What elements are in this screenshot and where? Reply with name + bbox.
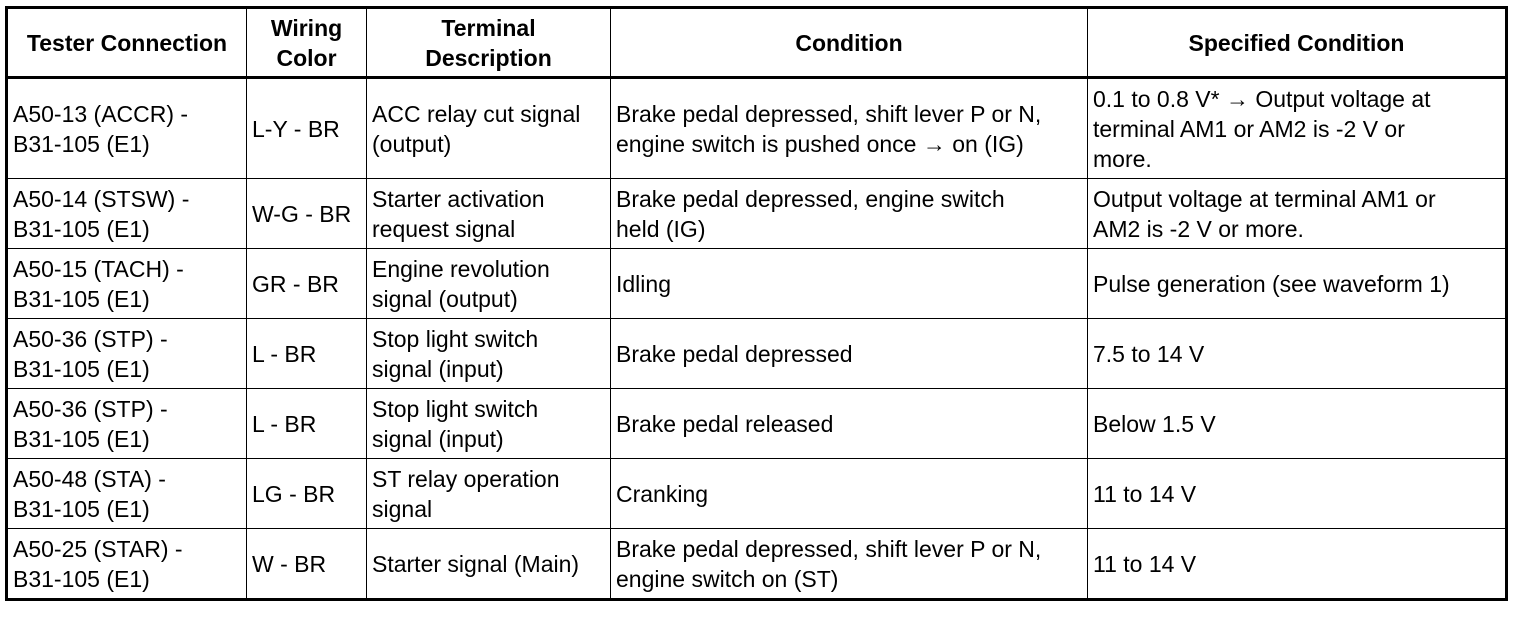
cell-wiring-color: L - BR: [247, 319, 367, 389]
cell-specified-condition: 11 to 14 V: [1088, 529, 1507, 600]
header-terminal-description: Terminal Description: [367, 8, 611, 78]
cell-condition: Brake pedal depressed, engine switch held (IG): [611, 179, 1088, 249]
cell-tester-connection: A50-36 (STP) - B31-105 (E1): [7, 389, 247, 459]
cell-wiring-color: L-Y - BR: [247, 78, 367, 179]
table-row: [7, 78, 1507, 179]
cell-specified-condition: 7.5 to 14 V: [1088, 319, 1507, 389]
table-row: [7, 319, 1507, 389]
terminal-inspection-table-container: [5, 6, 1508, 601]
table-row: [7, 249, 1507, 319]
table-row: [7, 179, 1507, 249]
header-specified-condition: Specified Condition: [1088, 8, 1507, 78]
table-row: [7, 459, 1507, 529]
cell-wiring-color: W-G - BR: [247, 179, 367, 249]
cell-terminal-description: Starter activation request signal: [367, 179, 611, 249]
cell-terminal-description: ST relay operation signal: [367, 459, 611, 529]
cell-wiring-color: GR - BR: [247, 249, 367, 319]
table-header-row: [7, 8, 1507, 78]
cell-terminal-description: Stop light switch signal (input): [367, 389, 611, 459]
cell-specified-condition: Below 1.5 V: [1088, 389, 1507, 459]
terminal-inspection-table: [5, 6, 1508, 601]
cell-condition: Idling: [611, 249, 1088, 319]
cell-specified-condition: Output voltage at terminal AM1 or AM2 is -2 V or more.: [1088, 179, 1507, 249]
header-tester-connection: Tester Connection: [7, 8, 247, 78]
cell-condition: Brake pedal released: [611, 389, 1088, 459]
cell-condition: Cranking: [611, 459, 1088, 529]
cell-terminal-description: Starter signal (Main): [367, 529, 611, 600]
cell-tester-connection: A50-25 (STAR) - B31-105 (E1): [7, 529, 247, 600]
cell-specified-condition: Pulse generation (see waveform 1): [1088, 249, 1507, 319]
cell-condition: Brake pedal depressed, shift lever P or N, engine switch on (ST): [611, 529, 1088, 600]
cell-wiring-color: W - BR: [247, 529, 367, 600]
cell-specified-condition: 11 to 14 V: [1088, 459, 1507, 529]
header-condition: Condition: [611, 8, 1088, 78]
cell-terminal-description: Engine revolution signal (output): [367, 249, 611, 319]
cell-specified-condition: 0.1 to 0.8 V* → Output voltage at terminal AM1 or AM2 is -2 V or more.: [1088, 78, 1507, 179]
cell-tester-connection: A50-15 (TACH) - B31-105 (E1): [7, 249, 247, 319]
cell-tester-connection: A50-14 (STSW) - B31-105 (E1): [7, 179, 247, 249]
header-wiring-color: Wiring Color: [247, 8, 367, 78]
cell-terminal-description: Stop light switch signal (input): [367, 319, 611, 389]
cell-condition: Brake pedal depressed, shift lever P or N, engine switch is pushed once → on (IG): [611, 78, 1088, 179]
cell-wiring-color: LG - BR: [247, 459, 367, 529]
cell-tester-connection: A50-36 (STP) - B31-105 (E1): [7, 319, 247, 389]
table-row: [7, 389, 1507, 459]
cell-condition: Brake pedal depressed: [611, 319, 1088, 389]
cell-tester-connection: A50-13 (ACCR) - B31-105 (E1): [7, 78, 247, 179]
cell-wiring-color: L - BR: [247, 389, 367, 459]
cell-tester-connection: A50-48 (STA) - B31-105 (E1): [7, 459, 247, 529]
table-row: [7, 529, 1507, 600]
cell-terminal-description: ACC relay cut signal (output): [367, 78, 611, 179]
